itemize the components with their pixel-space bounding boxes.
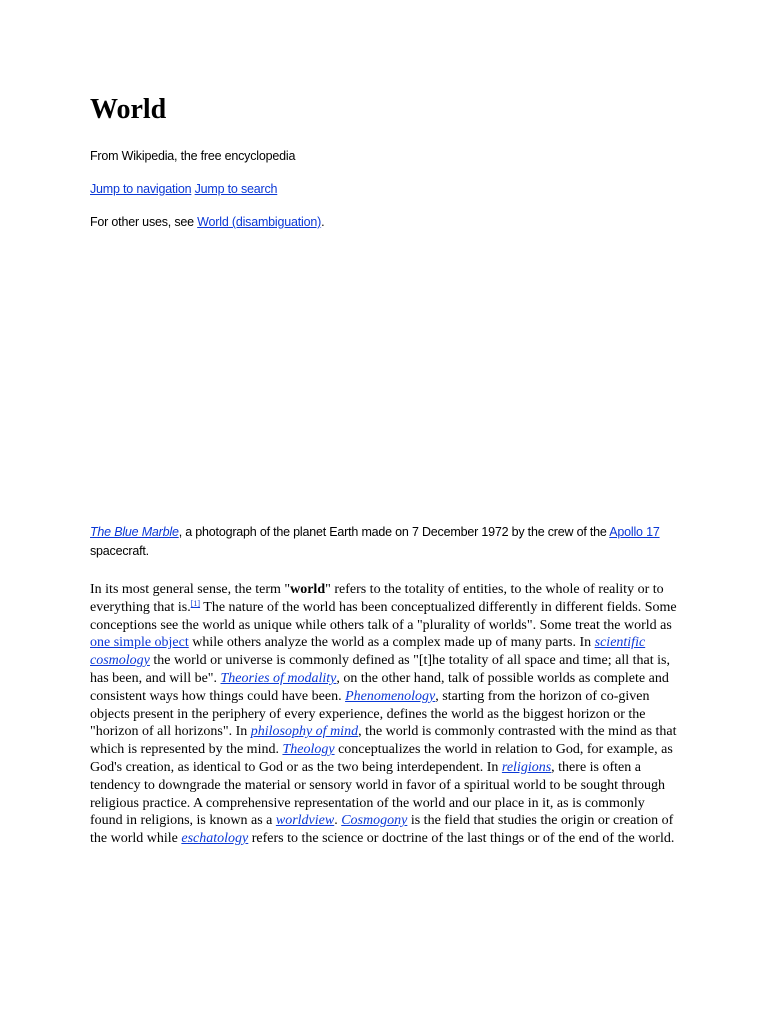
body-text-4: while others analyze the world as a complex made up of many parts. In <box>188 635 595 651</box>
image-caption <box>90 523 680 561</box>
page-title: World <box>90 94 167 125</box>
jump-to-navigation-link[interactable]: Jump to navigation <box>90 182 192 196</box>
body-text-13: refers to the science or doctrine of the last things or of the end of the world. <box>248 831 675 847</box>
body-text-9: conceptualizes the world in relation to God, for example, as God's creation, as identical to God or as the two being interdependent. In <box>90 742 673 775</box>
blue-marble-link[interactable]: The Blue Marble <box>90 525 179 539</box>
phenomenology-link[interactable]: Phenomenology <box>345 688 436 704</box>
jump-links <box>90 180 277 199</box>
religions-link[interactable]: religions <box>501 759 552 775</box>
blue-marble-image-placeholder <box>90 245 680 515</box>
body-text-2: " refers to the totality of entities, to the whole of reality or to everything that is. <box>90 582 664 615</box>
body-text-7: , starting from the horizon of co-given objects present in the periphery of every experience, defines the world as the biggest horizon or the "horizon of all horizons". In <box>90 688 650 740</box>
body-text-6: , on the other hand, talk of possible worlds as complete and consistent ways how things could have been. <box>90 670 669 704</box>
site-tagline: From Wikipedia, the free encyclopedia <box>90 149 296 163</box>
intro-paragraph <box>90 581 680 848</box>
body-text-12: is the field that studies the origin or creation of the world while <box>90 813 674 847</box>
body-text-11: . <box>334 813 342 829</box>
caption-text-2: spacecraft. <box>90 544 149 558</box>
apollo-17-link[interactable]: Apollo 17 <box>609 525 660 539</box>
body-text-8: , the world is commonly contrasted with the mind as that which is represented by the mind. <box>90 724 677 758</box>
caption-text-1: , a photograph of the planet Earth made on 7 December 1972 by the crew of the <box>178 525 610 539</box>
cosmogony-link[interactable]: Cosmogony <box>341 813 408 829</box>
hatnote-prefix: For other uses, see <box>90 215 198 229</box>
theology-link[interactable]: Theology <box>282 742 335 758</box>
body-text-10: , there is often a tendency to downgrade the material or sensory world in favor of a spiritual world to be sought through religious practice. A comprehensive representation of the world and our place in it, as is commonly found in religions, is known as a <box>90 759 666 829</box>
disambiguation-link[interactable]: World (disambiguation) <box>197 215 322 229</box>
worldview-link[interactable]: worldview <box>275 813 335 829</box>
body-text-1: In its most general sense, the term " <box>90 582 291 597</box>
eschatology-link[interactable]: eschatology <box>181 831 249 847</box>
body-text-5: the world or universe is commonly defined as "[t]he totality of all space and time; all that is, has been, and will be". <box>90 653 670 686</box>
one-simple-object-link[interactable]: one simple object <box>90 635 189 651</box>
hatnote <box>90 213 324 232</box>
scientific-cosmology-link[interactable]: scientific cosmology <box>90 635 646 669</box>
citation-1-link[interactable]: [1] <box>190 598 201 608</box>
philosophy-of-mind-link[interactable]: philosophy of mind <box>250 724 359 740</box>
theories-of-modality-link[interactable]: Theories of modality <box>220 670 337 686</box>
bold-term-world: world <box>290 582 326 597</box>
hatnote-suffix: . <box>321 215 325 229</box>
jump-to-search-link[interactable]: Jump to search <box>194 182 278 196</box>
body-text-3: The nature of the world has been conceptualized differently in different fields. Some conceptions see the world as unique while others talk of a "plurality of worlds". Some treat the world as <box>90 599 677 633</box>
